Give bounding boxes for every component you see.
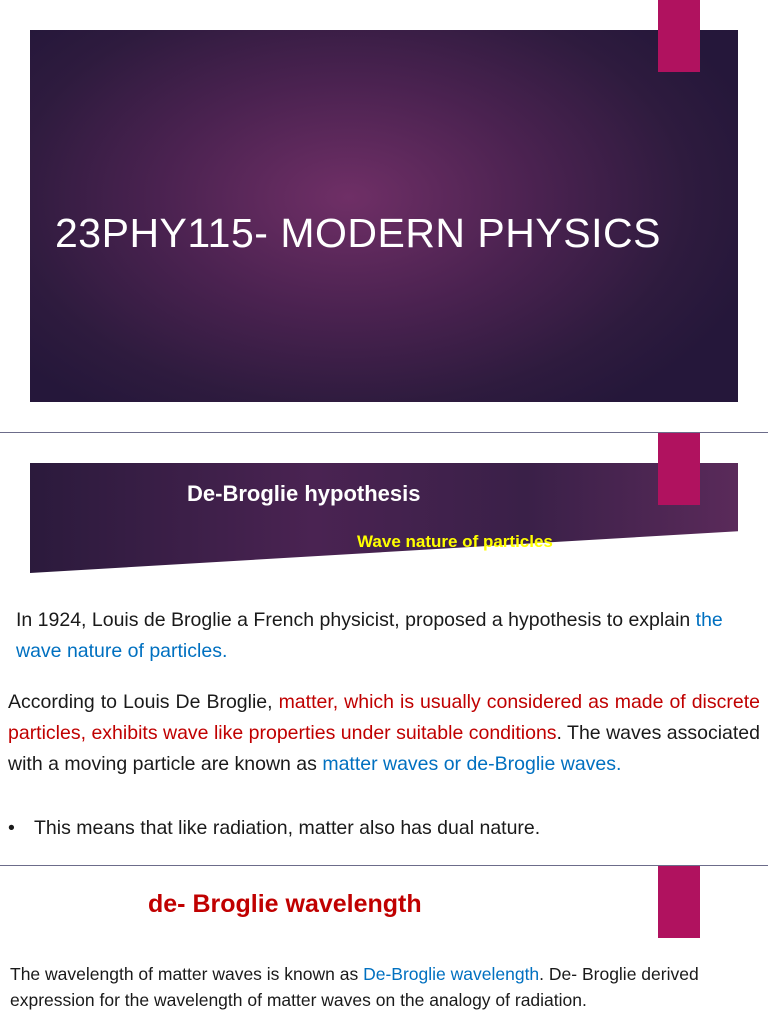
highlight-text: De-Broglie wavelength	[363, 964, 540, 984]
highlight-text: the wave nature of particles.	[16, 609, 723, 662]
paragraph-wavelength	[10, 961, 760, 1013]
accent-tab	[658, 433, 700, 505]
bullet-icon: •	[8, 817, 15, 839]
course-title: 23PHY115- MODERN PHYSICS	[55, 210, 661, 256]
paragraph-matter	[8, 687, 760, 780]
text-span: The wavelength of matter waves is known as	[10, 964, 364, 984]
slide-heading: de- Broglie wavelength	[148, 890, 422, 918]
slide-hypothesis	[0, 433, 768, 865]
text-span: In 1924, Louis de Broglie a French physicist, proposed a hypothesis to explain	[16, 609, 696, 631]
text-span: According to Louis De Broglie,	[8, 691, 279, 713]
slide-wavelength	[0, 866, 768, 1024]
accent-tab	[658, 0, 700, 72]
emphasis-text: matter, which is usually considered as made of discrete particles, exhibits wave like properties under suitable conditions	[8, 691, 760, 744]
slide-subheading: Wave nature of particles	[357, 532, 553, 551]
slide-heading: De-Broglie hypothesis	[187, 481, 421, 506]
header-banner	[30, 463, 738, 573]
bullet-text: This means that like radiation, matter also has dual nature.	[34, 817, 541, 839]
text-span: . De- Broglie derived expression for the wavelength of matter waves on the analogy of radiation.	[10, 964, 699, 1010]
bullet-item	[8, 813, 760, 844]
accent-tab	[658, 866, 700, 938]
slide-title	[0, 0, 768, 432]
text-span: . The waves associated with a moving particle are known as	[8, 722, 760, 775]
highlight-text: matter waves or de-Broglie waves.	[322, 753, 622, 775]
paragraph-intro	[16, 605, 756, 667]
